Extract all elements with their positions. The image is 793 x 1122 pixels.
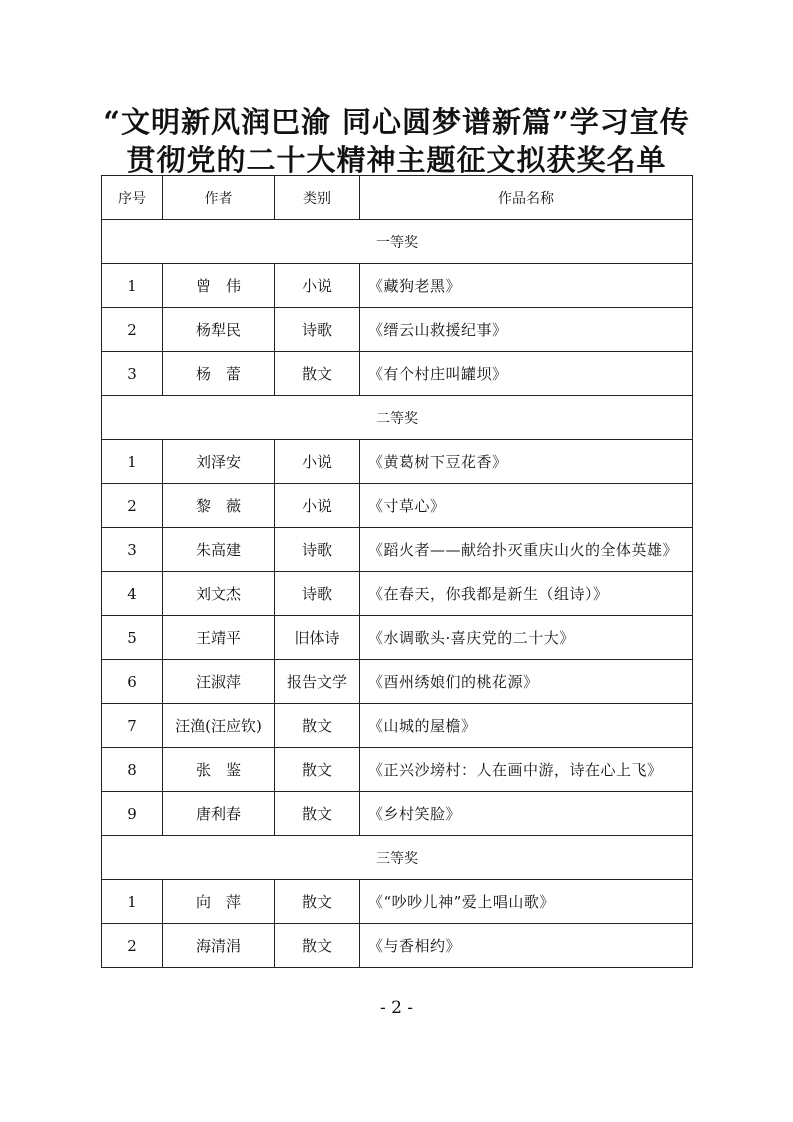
cell-index: 6 bbox=[102, 660, 163, 704]
table-row bbox=[102, 264, 693, 308]
cell-category: 诗歌 bbox=[275, 308, 360, 352]
cell-category: 小说 bbox=[275, 440, 360, 484]
cell-index: 7 bbox=[102, 704, 163, 748]
table-header-row bbox=[102, 176, 693, 220]
cell-work: 《黄葛树下豆花香》 bbox=[360, 440, 693, 484]
cell-index: 2 bbox=[102, 308, 163, 352]
cell-index: 2 bbox=[102, 924, 163, 968]
cell-index: 2 bbox=[102, 484, 163, 528]
table-row bbox=[102, 616, 693, 660]
cell-index: 1 bbox=[102, 440, 163, 484]
header-author: 作者 bbox=[163, 176, 275, 220]
cell-author: 杨 蕾 bbox=[163, 352, 275, 396]
cell-category: 旧体诗 bbox=[275, 616, 360, 660]
cell-author: 黎 薇 bbox=[163, 484, 275, 528]
cell-index: 1 bbox=[102, 880, 163, 924]
award-section-label: 一等奖 bbox=[102, 220, 693, 264]
cell-author: 刘泽安 bbox=[163, 440, 275, 484]
cell-category: 散文 bbox=[275, 924, 360, 968]
table-row bbox=[102, 792, 693, 836]
document-title-line-2: 贯彻党的二十大精神主题征文拟获奖名单 bbox=[126, 143, 667, 177]
cell-category: 诗歌 bbox=[275, 572, 360, 616]
cell-author: 王靖平 bbox=[163, 616, 275, 660]
document-title-line-1: “文明新风润巴渝 同心圆梦谱新篇”学习宣传 bbox=[103, 105, 690, 139]
section-row bbox=[102, 220, 693, 264]
header-work-title: 作品名称 bbox=[360, 176, 693, 220]
cell-author: 刘文杰 bbox=[163, 572, 275, 616]
cell-author: 汪渔(汪应钦) bbox=[163, 704, 275, 748]
award-section-label: 三等奖 bbox=[102, 836, 693, 880]
cell-work: 《“吵吵儿神”爱上唱山歌》 bbox=[360, 880, 693, 924]
cell-work: 《酉州绣娘们的桃花源》 bbox=[360, 660, 693, 704]
cell-category: 散文 bbox=[275, 880, 360, 924]
header-index: 序号 bbox=[102, 176, 163, 220]
cell-index: 3 bbox=[102, 528, 163, 572]
cell-index: 5 bbox=[102, 616, 163, 660]
cell-index: 8 bbox=[102, 748, 163, 792]
cell-index: 4 bbox=[102, 572, 163, 616]
cell-author: 朱高建 bbox=[163, 528, 275, 572]
header-category: 类别 bbox=[275, 176, 360, 220]
table-row bbox=[102, 660, 693, 704]
table-row bbox=[102, 748, 693, 792]
cell-author: 杨犁民 bbox=[163, 308, 275, 352]
cell-work: 《水调歌头·喜庆党的二十大》 bbox=[360, 616, 693, 660]
cell-category: 散文 bbox=[275, 792, 360, 836]
cell-index: 3 bbox=[102, 352, 163, 396]
table-row bbox=[102, 572, 693, 616]
cell-work: 《乡村笑脸》 bbox=[360, 792, 693, 836]
table-row bbox=[102, 704, 693, 748]
cell-work: 《正兴沙塝村：人在画中游，诗在心上飞》 bbox=[360, 748, 693, 792]
table-row bbox=[102, 924, 693, 968]
award-section-label: 二等奖 bbox=[102, 396, 693, 440]
cell-work: 《山城的屋檐》 bbox=[360, 704, 693, 748]
table-row bbox=[102, 308, 693, 352]
table-row bbox=[102, 880, 693, 924]
cell-work: 《寸草心》 bbox=[360, 484, 693, 528]
cell-category: 小说 bbox=[275, 264, 360, 308]
cell-index: 9 bbox=[102, 792, 163, 836]
cell-work: 《藏狗老黑》 bbox=[360, 264, 693, 308]
cell-category: 诗歌 bbox=[275, 528, 360, 572]
cell-work: 《蹈火者——献给扑灭重庆山火的全体英雄》 bbox=[360, 528, 693, 572]
cell-work: 《与香相约》 bbox=[360, 924, 693, 968]
cell-work: 《缙云山救援纪事》 bbox=[360, 308, 693, 352]
cell-work: 《有个村庄叫罐坝》 bbox=[360, 352, 693, 396]
cell-index: 1 bbox=[102, 264, 163, 308]
cell-category: 散文 bbox=[275, 748, 360, 792]
cell-author: 向 萍 bbox=[163, 880, 275, 924]
cell-category: 小说 bbox=[275, 484, 360, 528]
table-row bbox=[102, 484, 693, 528]
cell-category: 报告文学 bbox=[275, 660, 360, 704]
cell-category: 散文 bbox=[275, 352, 360, 396]
table-row bbox=[102, 352, 693, 396]
cell-author: 张 鉴 bbox=[163, 748, 275, 792]
section-row bbox=[102, 396, 693, 440]
award-list-table bbox=[101, 175, 693, 968]
table-row bbox=[102, 528, 693, 572]
cell-author: 海清涓 bbox=[163, 924, 275, 968]
cell-author: 唐利春 bbox=[163, 792, 275, 836]
cell-author: 曾 伟 bbox=[163, 264, 275, 308]
section-row bbox=[102, 836, 693, 880]
table-row bbox=[102, 440, 693, 484]
cell-category: 散文 bbox=[275, 704, 360, 748]
cell-work: 《在春天，你我都是新生（组诗）》 bbox=[360, 572, 693, 616]
cell-author: 汪淑萍 bbox=[163, 660, 275, 704]
page-number: - 2 - bbox=[379, 998, 414, 1018]
